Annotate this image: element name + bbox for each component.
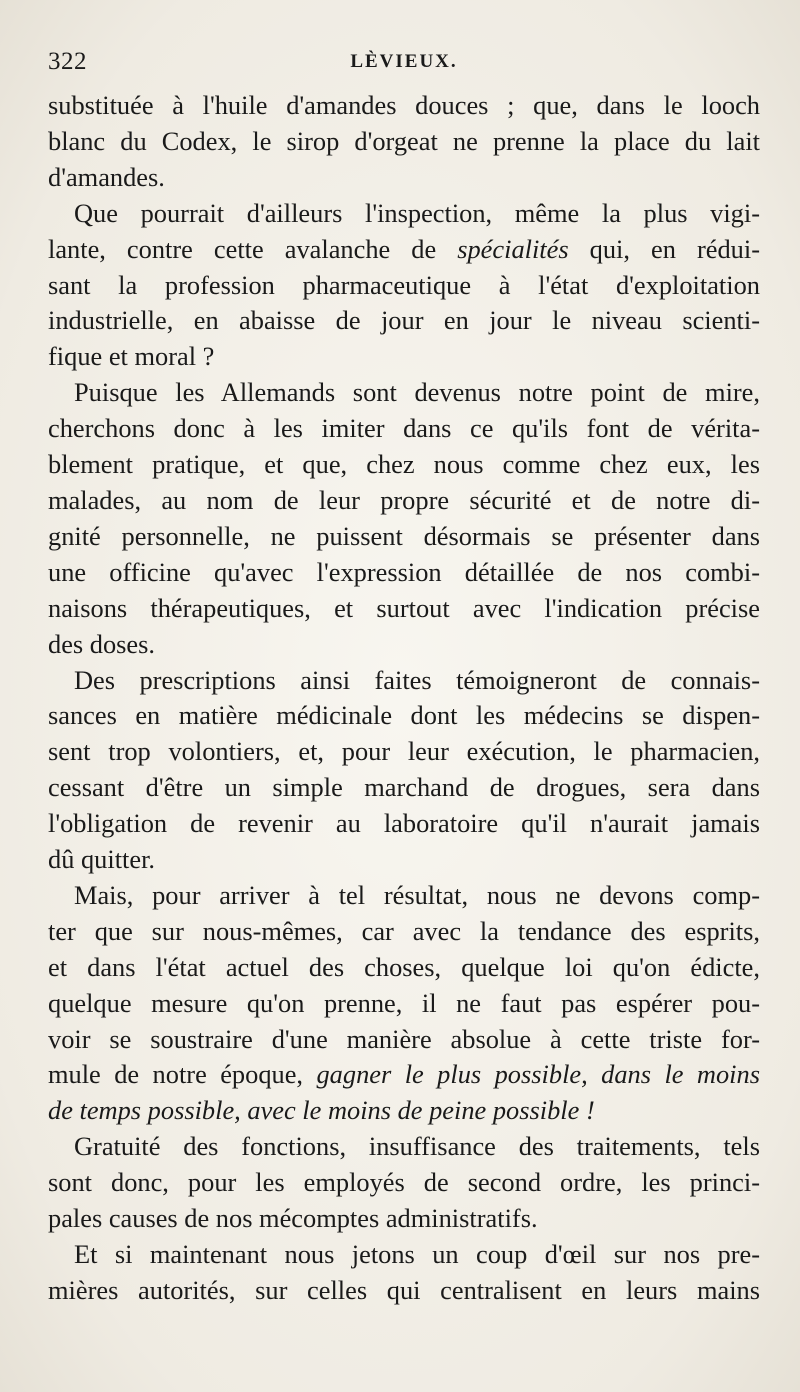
text-line: sont donc, pour les employés de second ordre, les princi-: [48, 1167, 760, 1198]
text-line: des doses.: [48, 628, 156, 659]
text-line: quelque mesure qu'on prenne, il ne faut pas espérer pou-: [48, 987, 760, 1018]
paragraph-4: [48, 663, 760, 878]
paragraph-2: [48, 196, 760, 376]
italic-phrase: gagner le plus possible, dans le moins: [316, 1059, 760, 1090]
text-line: Et si maintenant nous jetons un coup d'œil sur nos pre-: [74, 1239, 760, 1269]
text-line: [48, 232, 760, 268]
text-line: industrielle, en abaisse de jour en jour le niveau scienti-: [48, 305, 760, 336]
text-line: sances en matière médicinale dont les médecins se dispen-: [48, 700, 760, 731]
paragraph-5: [48, 878, 760, 1129]
text-line: d'amandes.: [48, 161, 165, 192]
page-number: 322: [48, 48, 87, 75]
text-line: substituée à l'huile d'amandes douces ; que, dans le looch: [48, 90, 760, 120]
text-line: Des prescriptions ainsi faites témoigneront de connais-: [74, 664, 760, 695]
text-line: [48, 1093, 760, 1129]
text-line: Mais, pour arriver à tel résultat, nous ne devons comp-: [74, 879, 760, 910]
paragraph-1: [48, 88, 760, 196]
paragraph-3: [48, 375, 760, 662]
text-line: fique et moral ?: [48, 341, 215, 372]
text-line: cherchons donc à les imiter dans ce qu'ils font de vérita-: [48, 413, 760, 444]
text-line: gnité personnelle, ne puissent désormais se présenter dans: [48, 520, 760, 551]
text-line: une officine qu'avec l'expression détaillée de nos combi-: [48, 556, 760, 587]
running-title: LÈVIEUX.: [350, 51, 458, 72]
italic-term: spécialités: [457, 233, 569, 264]
text-line: dû quitter.: [48, 844, 156, 875]
text-line: l'obligation de revenir au laboratoire qu'il n'aurait jamais: [48, 808, 760, 839]
text-line: Puisque les Allemands sont devenus notre point de mire,: [74, 377, 760, 408]
text-line: sant la profession pharmaceutique à l'état d'exploitation: [48, 269, 760, 300]
text-line: Gratuité des fonctions, insuffisance des traitements, tels: [74, 1131, 760, 1162]
text-line: pales causes de nos mécomptes administratifs.: [48, 1203, 538, 1234]
text-line: Que pourrait d'ailleurs l'inspection, même la plus vigi-: [74, 197, 760, 228]
text-line: naisons thérapeutiques, et surtout avec l'indication précise: [48, 592, 760, 623]
page-header: [48, 48, 760, 88]
text-line: malades, au nom de leur propre sécurité et de notre di-: [48, 484, 760, 515]
text-line: et dans l'état actuel des choses, quelque loi qu'on édicte,: [48, 951, 760, 982]
text-line: mières autorités, sur celles qui centralisent en leurs mains: [48, 1274, 760, 1305]
text-line: cessant d'être un simple marchand de drogues, sera dans: [48, 772, 760, 803]
body-text: [48, 88, 760, 1309]
text-line: sent trop volontiers, et, pour leur exécution, le pharmacien,: [48, 736, 760, 767]
text-line-part: lante, contre cette avalanche de: [48, 233, 458, 264]
text-line: ter que sur nous-mêmes, car avec la tendance des esprits,: [48, 915, 760, 946]
text-line: [48, 1057, 760, 1093]
text-line-part: qui, en rédui-: [568, 233, 760, 264]
paragraph-6: [48, 1129, 760, 1237]
italic-phrase: de temps possible, avec le moins de peine possible !: [48, 1095, 595, 1126]
text-line: blement pratique, et que, chez nous comme chez eux, les: [48, 449, 760, 480]
text-line-part: mule de notre époque,: [48, 1059, 304, 1090]
text-line: voir se soustraire d'une manière absolue à cette triste for-: [48, 1023, 760, 1054]
paragraph-7: [48, 1237, 760, 1309]
text-line: blanc du Codex, le sirop d'orgeat ne prenne la place du lait: [48, 125, 760, 156]
